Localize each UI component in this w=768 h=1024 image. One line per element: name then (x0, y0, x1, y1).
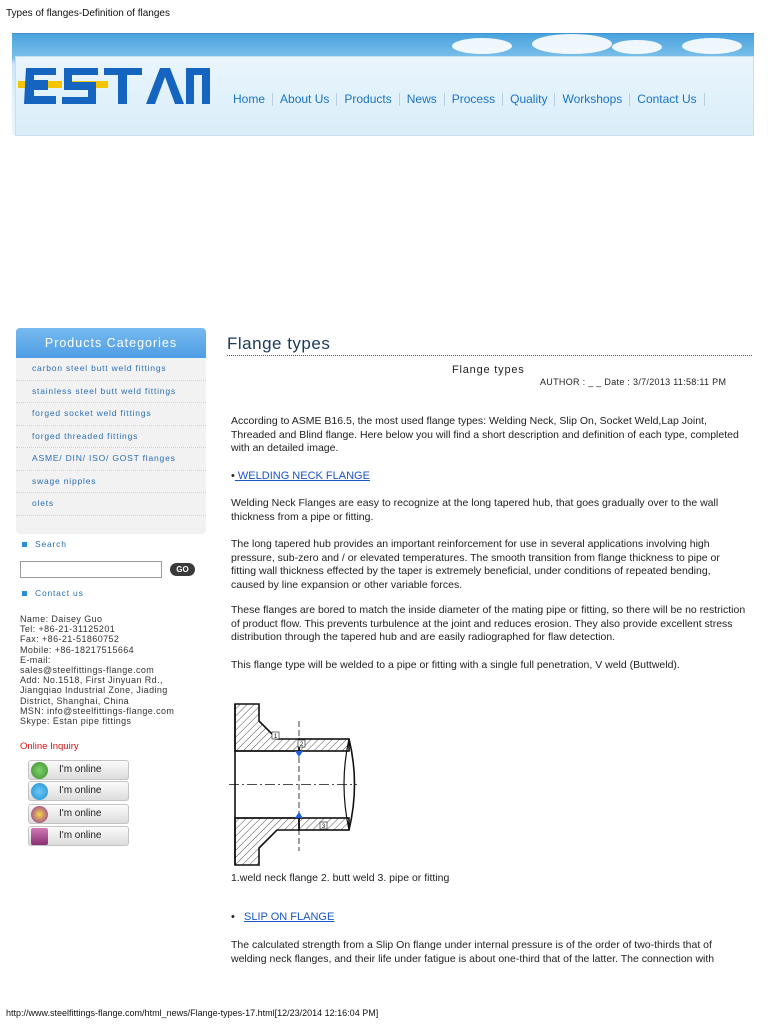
title-divider (227, 355, 752, 356)
mail-icon (31, 828, 48, 845)
intro-paragraph: According to ASME B16.5, the most used flange types: Welding Neck, Slip On, Socket Weld,Lap Joint, Threaded and Blind flange. Here below you will find a short description and definition of each type, completed with an detailed image. (231, 415, 739, 454)
nav-contact-us[interactable]: Contact Us (637, 92, 697, 106)
nav-products[interactable]: Products (344, 92, 392, 106)
contact-email-label: E-mail: (20, 654, 51, 665)
contact-name: Name: Daisey Guo (20, 614, 103, 624)
contact-address-line: Jiangqiao Industrial Zone, Jiading (20, 685, 168, 696)
slip-on-paragraph-1: The calculated strength from a Slip On flange under internal pressure is of the order of two-thirds that of welding neck flanges, and their life under fatigue is about one-third that of the latter. The connection with (231, 939, 715, 965)
contact-details (20, 614, 210, 726)
nav-about-us[interactable]: About Us (280, 92, 330, 106)
category-swage-nipples[interactable]: swage nipples (16, 471, 206, 494)
nav-news[interactable]: News (406, 92, 437, 106)
print-page-title: Types of flanges-Definition of flanges (6, 8, 170, 19)
category-forged-socket-weld[interactable]: forged socket weld fittings (16, 403, 206, 426)
welding-neck-paragraph-4: This flange type will be welded to a pipe or fitting with a single full penetration, V weld (Buttweld). (231, 659, 680, 671)
contact-label: Contact us (35, 588, 84, 598)
article-subtitle: Flange types (452, 364, 525, 376)
category-olets[interactable]: olets (16, 493, 206, 516)
online-button-label: I'm online (59, 764, 102, 775)
slip-on-bullet: • SLIP ON FLANGE (231, 911, 335, 923)
msn-icon (31, 762, 48, 779)
bullet-square-icon (22, 591, 27, 596)
contact-address-line: Add: No.1518, First Jinyuan Rd., (20, 675, 163, 686)
nav-process[interactable]: Process (451, 92, 496, 106)
skype-online-button[interactable] (28, 781, 129, 801)
contact-tel: Tel: +86-21-31125201 (20, 624, 116, 635)
products-categories-panel (16, 328, 206, 534)
slip-on-link[interactable]: SLIP ON FLANGE (244, 911, 335, 923)
contact-heading (22, 588, 84, 598)
welding-neck-paragraph-2: The long tapered hub provides an important reinforcement for use in several applications involving high pressure, sub-zero and / or elevated temperatures. The smooth transition from flange thickness to pipe or fitting wall thickness effected by the taper is extremely beneficial, under conditions of repeated bending, caused by line expansion or other variable forces. (231, 538, 720, 591)
yahoo-online-button[interactable] (28, 804, 129, 824)
welding-neck-bullet: • WELDING NECK FLANGE (231, 470, 370, 482)
online-button-label: I'm online (59, 830, 102, 841)
contact-fax: Fax: +86-21-51860752 (20, 634, 120, 645)
categories-list (16, 358, 206, 516)
callout-2: 2 (299, 742, 304, 748)
weld-neck-flange-drawing (229, 701, 361, 868)
welding-neck-paragraph-3: These flanges are bored to match the inside diameter of the mating pipe or fitting, so there will be no restriction of product flow. This prevents turbulence at the joint and reduces erosion. They also provide excellent stress distribution through the tapered hub and are easily radiographed for flaw detection. (231, 604, 746, 643)
contact-mobile: Mobile: +86-18217515664 (20, 644, 135, 655)
welding-neck-paragraph-1: Welding Neck Flanges are easy to recognize at the long tapered hub, that goes gradually over to the wall thickness from a pipe or fitting. (231, 497, 719, 523)
mail-online-button[interactable] (28, 826, 129, 846)
contact-address-line: District, Shanghai, China (20, 695, 130, 706)
online-inquiry-label: Online Inquiry (20, 741, 79, 752)
nav-divider (704, 93, 705, 106)
bullet-square-icon (22, 542, 27, 547)
page-title: Flange types (227, 334, 331, 353)
nav-workshops[interactable]: Workshops (562, 92, 623, 106)
contact-email[interactable]: sales@steelfittings-flange.com (20, 665, 155, 676)
main-nav (226, 92, 705, 106)
search-input[interactable] (20, 561, 162, 578)
category-forged-threaded[interactable]: forged threaded fittings (16, 426, 206, 449)
welding-neck-link[interactable]: WELDING NECK FLANGE (234, 470, 370, 482)
online-button-label: I'm online (59, 785, 102, 796)
search-heading (22, 539, 67, 549)
contact-skype: Skype: Estan pipe fittings (20, 716, 132, 727)
estan-logo[interactable] (18, 64, 214, 110)
figure-caption: 1.weld neck flange 2. butt weld 3. pipe or fitting (231, 872, 450, 884)
category-carbon-steel[interactable]: carbon steel butt weld fittings (16, 358, 206, 381)
callout-3: 3 (321, 824, 326, 830)
online-button-label: I'm online (59, 808, 102, 819)
contact-msn: MSN: info@steelfittings-flange.com (20, 705, 175, 716)
yahoo-icon (31, 806, 48, 823)
search-label: Search (35, 539, 67, 549)
go-button[interactable]: GO (170, 563, 195, 576)
skype-icon (31, 783, 48, 800)
nav-quality[interactable]: Quality (510, 92, 548, 106)
msn-online-button[interactable] (28, 760, 129, 780)
callout-1: 1 (273, 734, 278, 740)
article-meta: AUTHOR : _ _ Date : 3/7/2013 11:58:11 PM (540, 377, 727, 387)
print-footer-url: http://www.steelfittings-flange.com/html_news/Flange-types-17.html[12/23/2014 12:16:04 PM] (6, 1008, 379, 1018)
category-stainless-steel[interactable]: stainless steel butt weld fittings (16, 381, 206, 404)
categories-heading: Products Categories (16, 328, 206, 358)
category-flanges[interactable]: ASME/ DIN/ ISO/ GOST flanges (16, 448, 206, 471)
nav-home[interactable]: Home (233, 92, 266, 106)
